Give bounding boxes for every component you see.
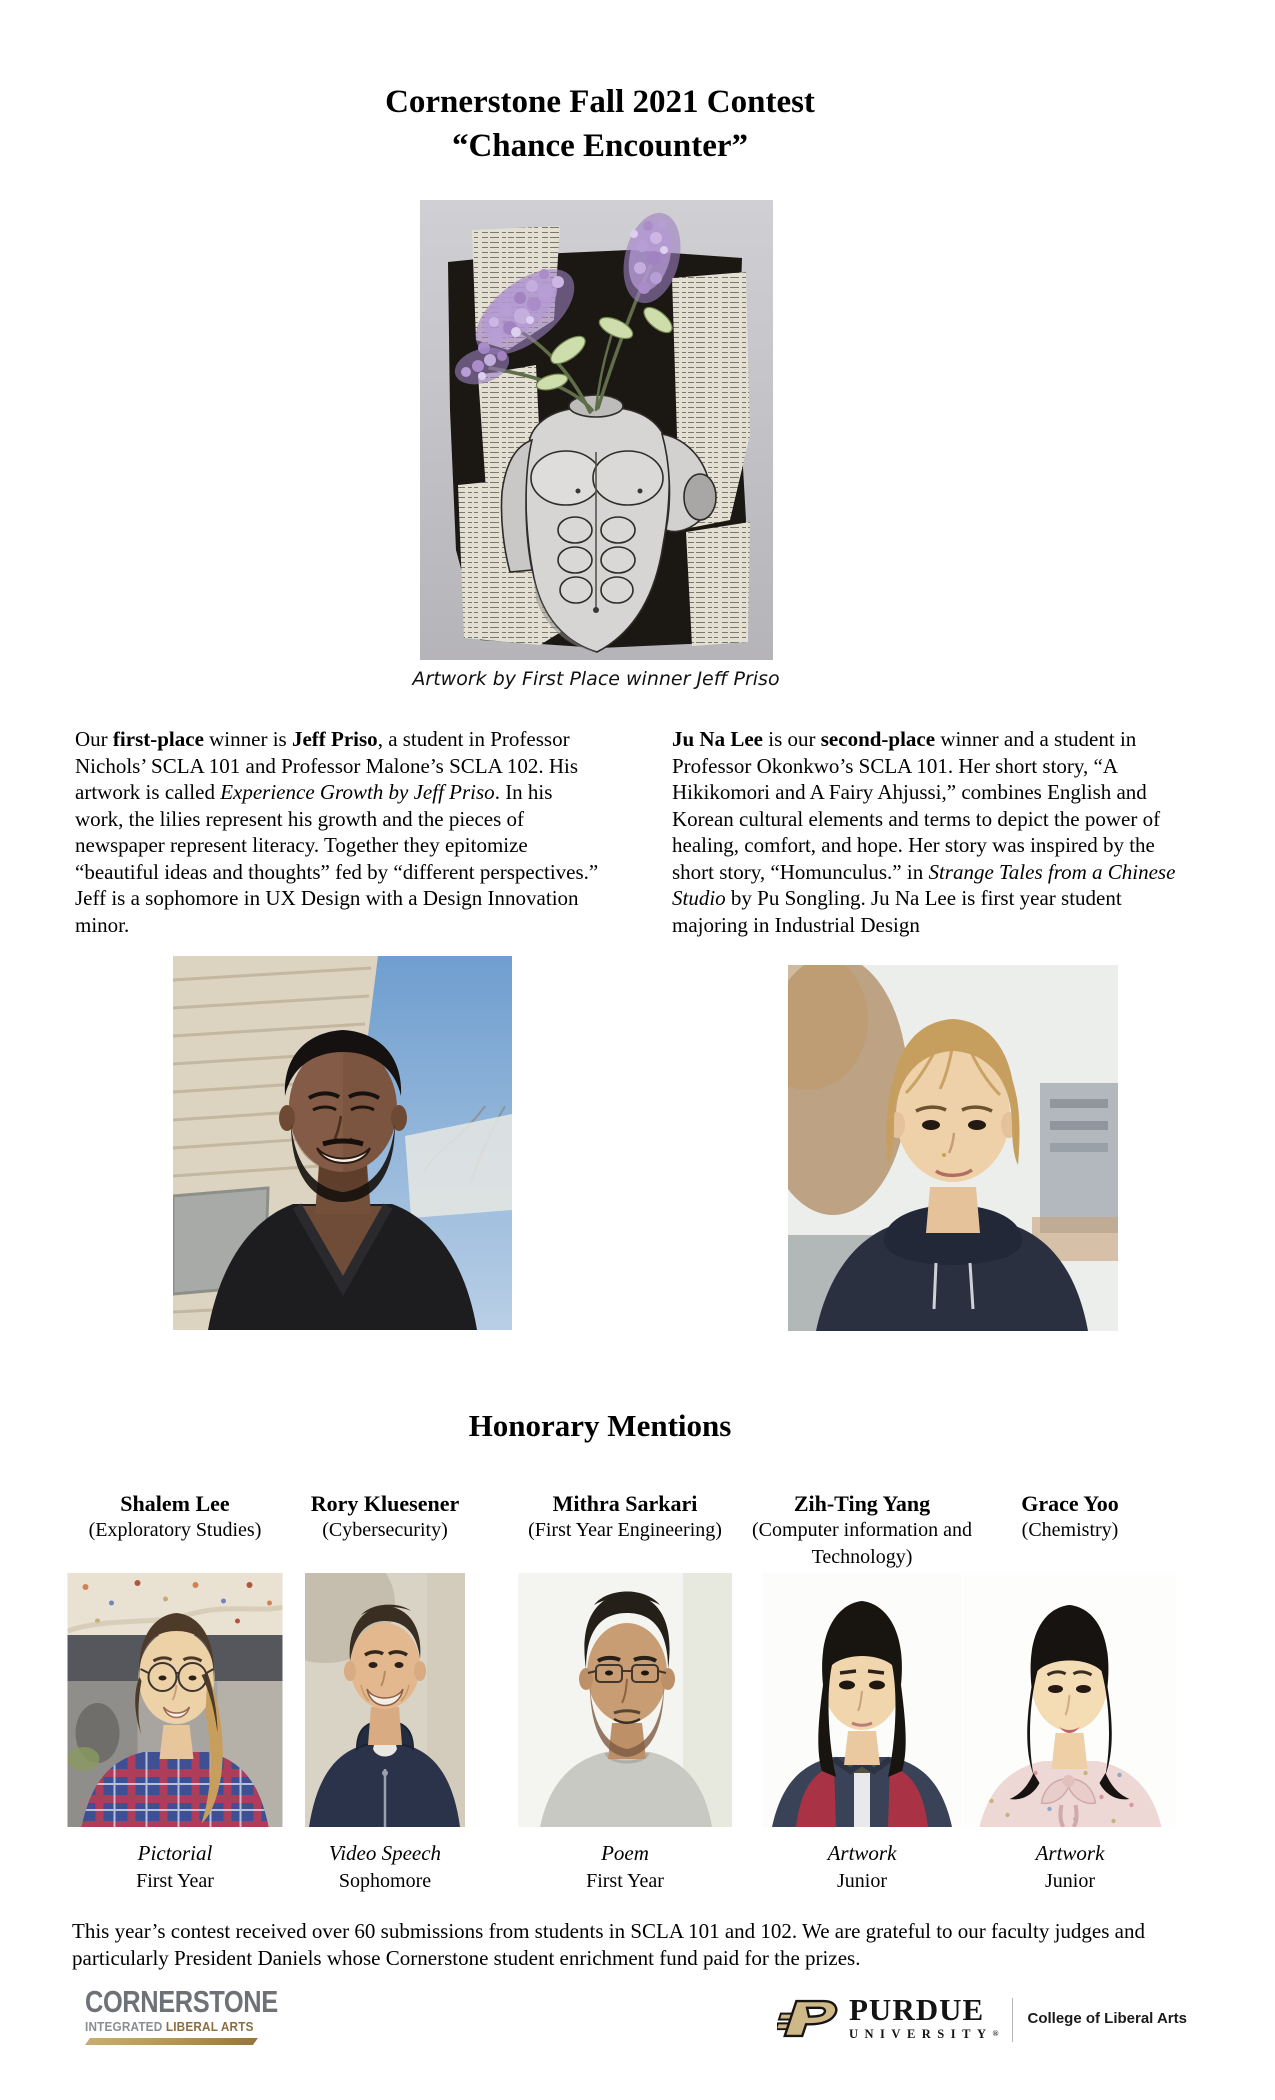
honorary-year: Junior <box>1045 1870 1095 1892</box>
honorary-major: (Chemistry) <box>1021 1519 1119 1541</box>
honorary-entry-shalem-lee <box>50 1490 300 1920</box>
artwork-image <box>420 200 773 660</box>
purdue-wordmark: PURDUE UNIVERSITY® <box>849 1992 999 2041</box>
honorary-year: First Year <box>136 1870 214 1892</box>
honorary-entry-mithra-sarkari <box>500 1490 750 1920</box>
honorary-entry-rory-kluesener <box>275 1490 495 1920</box>
torso-lilac-drawing <box>420 200 773 660</box>
purdue-university-line: UNIVERSITY® <box>849 2027 999 2041</box>
purdue-p-icon <box>777 1997 841 2040</box>
logo-divider <box>1012 1998 1013 2042</box>
mithra-sarkari-photo <box>518 1573 732 1832</box>
title-line1: Cornerstone Fall 2021 Contest <box>385 84 815 120</box>
jeff-priso-photo <box>173 956 512 1330</box>
honorary-year: Sophomore <box>338 1870 432 1892</box>
rory-kluesener-photo <box>305 1573 465 1832</box>
honorary-year: First Year <box>586 1870 664 1892</box>
honorary-mentions-heading: Honorary Mentions <box>468 1408 732 1443</box>
cornerstone-gold-bar <box>85 2038 258 2045</box>
cornerstone-logo <box>85 1986 285 2045</box>
second-place-paragraph: Ju Na Lee is our second-place winner and a student in Professor Okonkwo’s SCLA 101. Her short story, “A Hikikomori and A Fairy Ahjussi,” combines English and Korean cultural elements and terms to depict the power of healing, comfort, and hope. Her story was inspired by the short story, “Homunculus.” in Strange Tales from a Chinese Studio by Pu Songling. Ju Na Lee is first year student majoring in Industrial Design <box>672 727 1176 937</box>
honorary-name: Grace Yoo <box>1021 1491 1119 1516</box>
honorary-category: Video Speech <box>328 1841 442 1865</box>
honorary-name: Shalem Lee <box>120 1491 230 1516</box>
cornerstone-tagline: INTEGRATED LIBERAL ARTS <box>85 2020 254 2034</box>
title-line2: “Chance Encounter” <box>451 128 749 164</box>
college-of-liberal-arts-label: College of Liberal Arts <box>1027 2010 1187 2027</box>
ju-na-lee-photo <box>788 965 1118 1331</box>
zih-ting-yang-photo <box>762 1573 962 1832</box>
grace-yoo-photo <box>964 1573 1177 1832</box>
page-title <box>0 80 1200 168</box>
shalem-lee-photo <box>68 1573 283 1832</box>
cornerstone-wordmark: CORNERSTONE <box>85 1984 278 2019</box>
honorary-major: (First Year Engineering) <box>528 1519 722 1541</box>
artwork-caption: Artwork by First Place winner Jeff Priso <box>412 668 780 690</box>
closing-paragraph: This year’s contest received over 60 submissions from students in SCLA 101 and 102. We are grateful to our faculty judges and particularly President Daniels whose Cornerstone student enrichment fund paid for the prizes. <box>72 1919 1145 1970</box>
honorary-entry-grace-yoo <box>950 1490 1190 1920</box>
first-place-paragraph: Our first-place winner is Jeff Priso, a student in Professor Nichols’ SCLA 101 and Professor Malone’s SCLA 102. His artwork is called Experience Growth by Jeff Priso. In his work, the lilies represent his growth and the pieces of newspaper represent literacy. Together they epitomize “beautiful ideas and thoughts” fed by “different perspectives.” Jeff is a sophomore in UX Design with a Design Innovation minor. <box>75 727 599 937</box>
honorary-major: (Computer information and Technology) <box>752 1519 972 1568</box>
honorary-category: Artwork <box>827 1841 897 1865</box>
honorary-major: (Exploratory Studies) <box>88 1519 262 1541</box>
honorary-major: (Cybersecurity) <box>322 1519 448 1541</box>
honorary-category: Artwork <box>1035 1841 1105 1865</box>
honorary-category: Poem <box>601 1841 649 1865</box>
honorary-name: Zih-Ting Yang <box>793 1491 931 1516</box>
honorary-category: Pictorial <box>137 1841 213 1865</box>
honorary-name: Mithra Sarkari <box>552 1491 698 1516</box>
honorary-year: Junior <box>837 1870 887 1892</box>
honorary-name: Rory Kluesener <box>310 1491 460 1516</box>
purdue-logo <box>777 1992 1187 2048</box>
